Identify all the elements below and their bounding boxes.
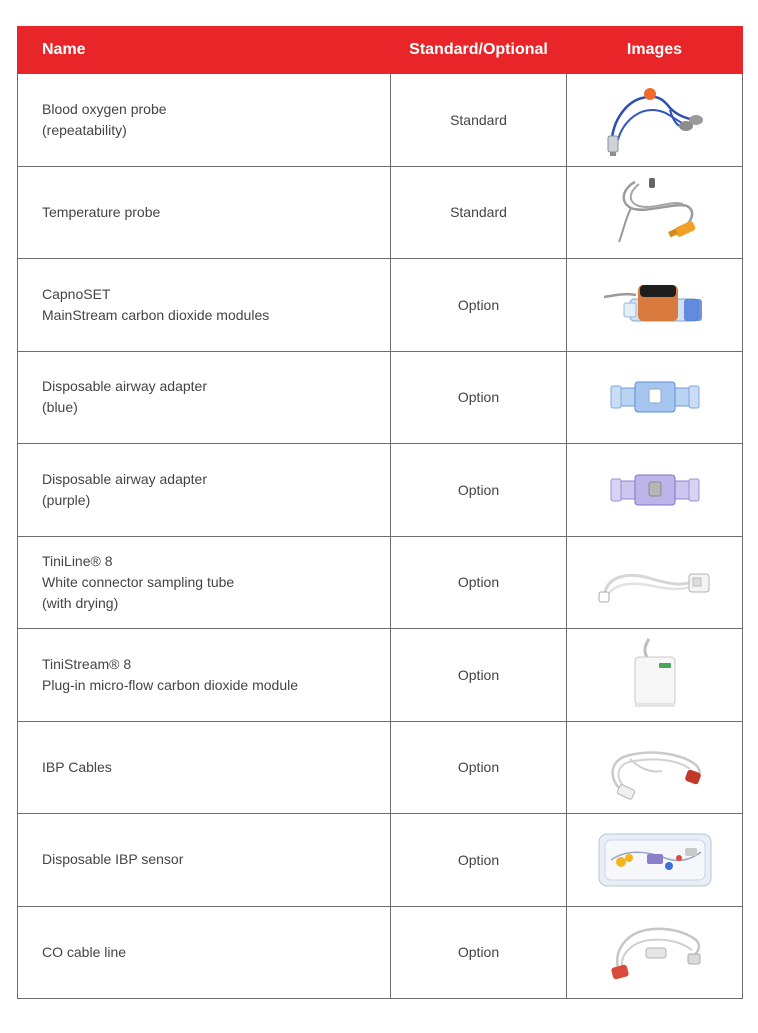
- item-status: Option: [391, 814, 567, 907]
- item-status: Standard: [391, 74, 567, 167]
- item-name: [18, 351, 391, 444]
- item-status: Standard: [391, 166, 567, 259]
- item-image: [567, 166, 743, 259]
- item-image: [567, 536, 743, 629]
- item-name-line: CO cable line: [42, 943, 127, 960]
- item-name-line: (with drying): [42, 594, 119, 611]
- item-image: [567, 814, 743, 907]
- item-name-line: Disposable airway adapter: [42, 470, 207, 487]
- accessories-table: [17, 26, 743, 999]
- item-name-line: TiniLine® 8: [42, 552, 113, 569]
- temperature-probe-icon: [605, 172, 705, 252]
- item-name: [18, 444, 391, 537]
- item-status: Option: [391, 629, 567, 722]
- item-status: Option: [391, 906, 567, 999]
- table-row: [18, 351, 743, 444]
- item-name: [18, 906, 391, 999]
- item-name-line: (blue): [42, 399, 78, 416]
- capnoset-module-icon: [600, 275, 710, 335]
- item-name-line: MainStream carbon dioxide modules: [42, 306, 270, 323]
- table-row: [18, 629, 743, 722]
- item-name-line: (purple): [42, 491, 91, 508]
- item-status: Option: [391, 721, 567, 814]
- ibp-sensor-icon: [595, 828, 715, 892]
- ibp-cable-icon: [600, 729, 710, 805]
- table-row: [18, 906, 743, 999]
- airway-adapter-blue-icon: [605, 372, 705, 422]
- spo2-probe-icon: [600, 80, 710, 160]
- item-image: [567, 259, 743, 352]
- header-name: Name: [18, 27, 391, 74]
- item-name-line: Plug-in micro-flow carbon dioxide module: [42, 676, 299, 693]
- item-name: [18, 74, 391, 167]
- header-row: [18, 27, 743, 74]
- item-name-line: Disposable IBP sensor: [42, 851, 184, 868]
- item-name-line: IBP Cables: [42, 758, 112, 775]
- item-status: Option: [391, 536, 567, 629]
- item-name-line: CapnoSET: [42, 285, 111, 302]
- item-name-line: TiniStream® 8: [42, 655, 132, 672]
- item-image: [567, 74, 743, 167]
- item-name-line: Blood oxygen probe: [42, 100, 167, 117]
- table-row: [18, 166, 743, 259]
- table-row: [18, 259, 743, 352]
- item-image: [567, 721, 743, 814]
- tinistream-module-icon: [625, 635, 685, 715]
- table-row: [18, 721, 743, 814]
- item-name: [18, 259, 391, 352]
- item-image: [567, 444, 743, 537]
- item-name: [18, 814, 391, 907]
- table-row: [18, 536, 743, 629]
- item-name-line: (repeatability): [42, 121, 127, 138]
- item-status: Option: [391, 259, 567, 352]
- table-row: [18, 444, 743, 537]
- item-image: [567, 629, 743, 722]
- item-status: Option: [391, 444, 567, 537]
- table-row: [18, 74, 743, 167]
- item-image: [567, 351, 743, 444]
- table-row: [18, 814, 743, 907]
- item-status: Option: [391, 351, 567, 444]
- item-name: [18, 721, 391, 814]
- item-name: [18, 536, 391, 629]
- item-name-line: Temperature probe: [42, 203, 161, 220]
- header-standard-optional: Standard/Optional: [391, 27, 567, 74]
- header-images: Images: [567, 27, 743, 74]
- airway-adapter-purple-icon: [605, 465, 705, 515]
- item-image: [567, 906, 743, 999]
- co-cable-icon: [600, 914, 710, 990]
- item-name: [18, 629, 391, 722]
- item-name-line: Disposable airway adapter: [42, 378, 207, 395]
- sampling-tube-icon: [595, 552, 715, 612]
- item-name-line: White connector sampling tube: [42, 573, 235, 590]
- item-name: [18, 166, 391, 259]
